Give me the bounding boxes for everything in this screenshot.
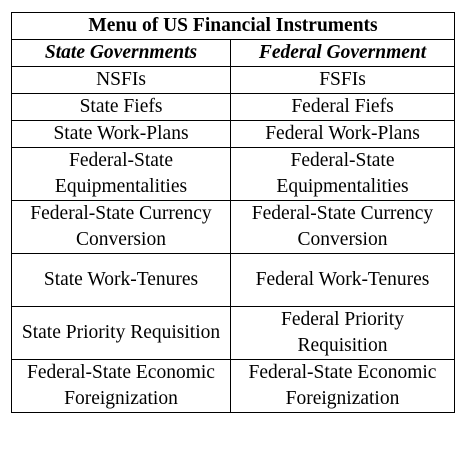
state-cell: State Work-Tenures (12, 254, 231, 307)
state-cell: State Fiefs (12, 94, 231, 121)
table-row (12, 307, 455, 360)
federal-cell: Federal Work-Plans (231, 121, 455, 148)
federal-cell: Federal-State Equipmentalities (231, 148, 455, 201)
state-cell: NSFIs (12, 67, 231, 94)
federal-cell: Federal-State Economic Foreignization (231, 360, 455, 413)
table-row (12, 94, 455, 121)
federal-cell: Federal Fiefs (231, 94, 455, 121)
header-row (12, 40, 455, 67)
table-row (12, 148, 455, 201)
table-row (12, 201, 455, 254)
state-cell: Federal-State Economic Foreignization (12, 360, 231, 413)
state-cell: Federal-State Equipmentalities (12, 148, 231, 201)
federal-cell: Federal Priority Requisition (231, 307, 455, 360)
financial-instruments-table (11, 12, 455, 413)
column-header-federal: Federal Government (231, 40, 455, 67)
federal-cell: Federal-State Currency Conversion (231, 201, 455, 254)
title-row (12, 13, 455, 40)
federal-cell: Federal Work-Tenures (231, 254, 455, 307)
table-title: Menu of US Financial Instruments (12, 13, 455, 40)
table-row (12, 254, 455, 307)
state-cell: State Priority Requisition (12, 307, 231, 360)
table-row (12, 121, 455, 148)
column-header-state: State Governments (12, 40, 231, 67)
state-cell: State Work-Plans (12, 121, 231, 148)
federal-cell: FSFIs (231, 67, 455, 94)
table-row (12, 360, 455, 413)
table-row (12, 67, 455, 94)
state-cell: Federal-State Currency Conversion (12, 201, 231, 254)
